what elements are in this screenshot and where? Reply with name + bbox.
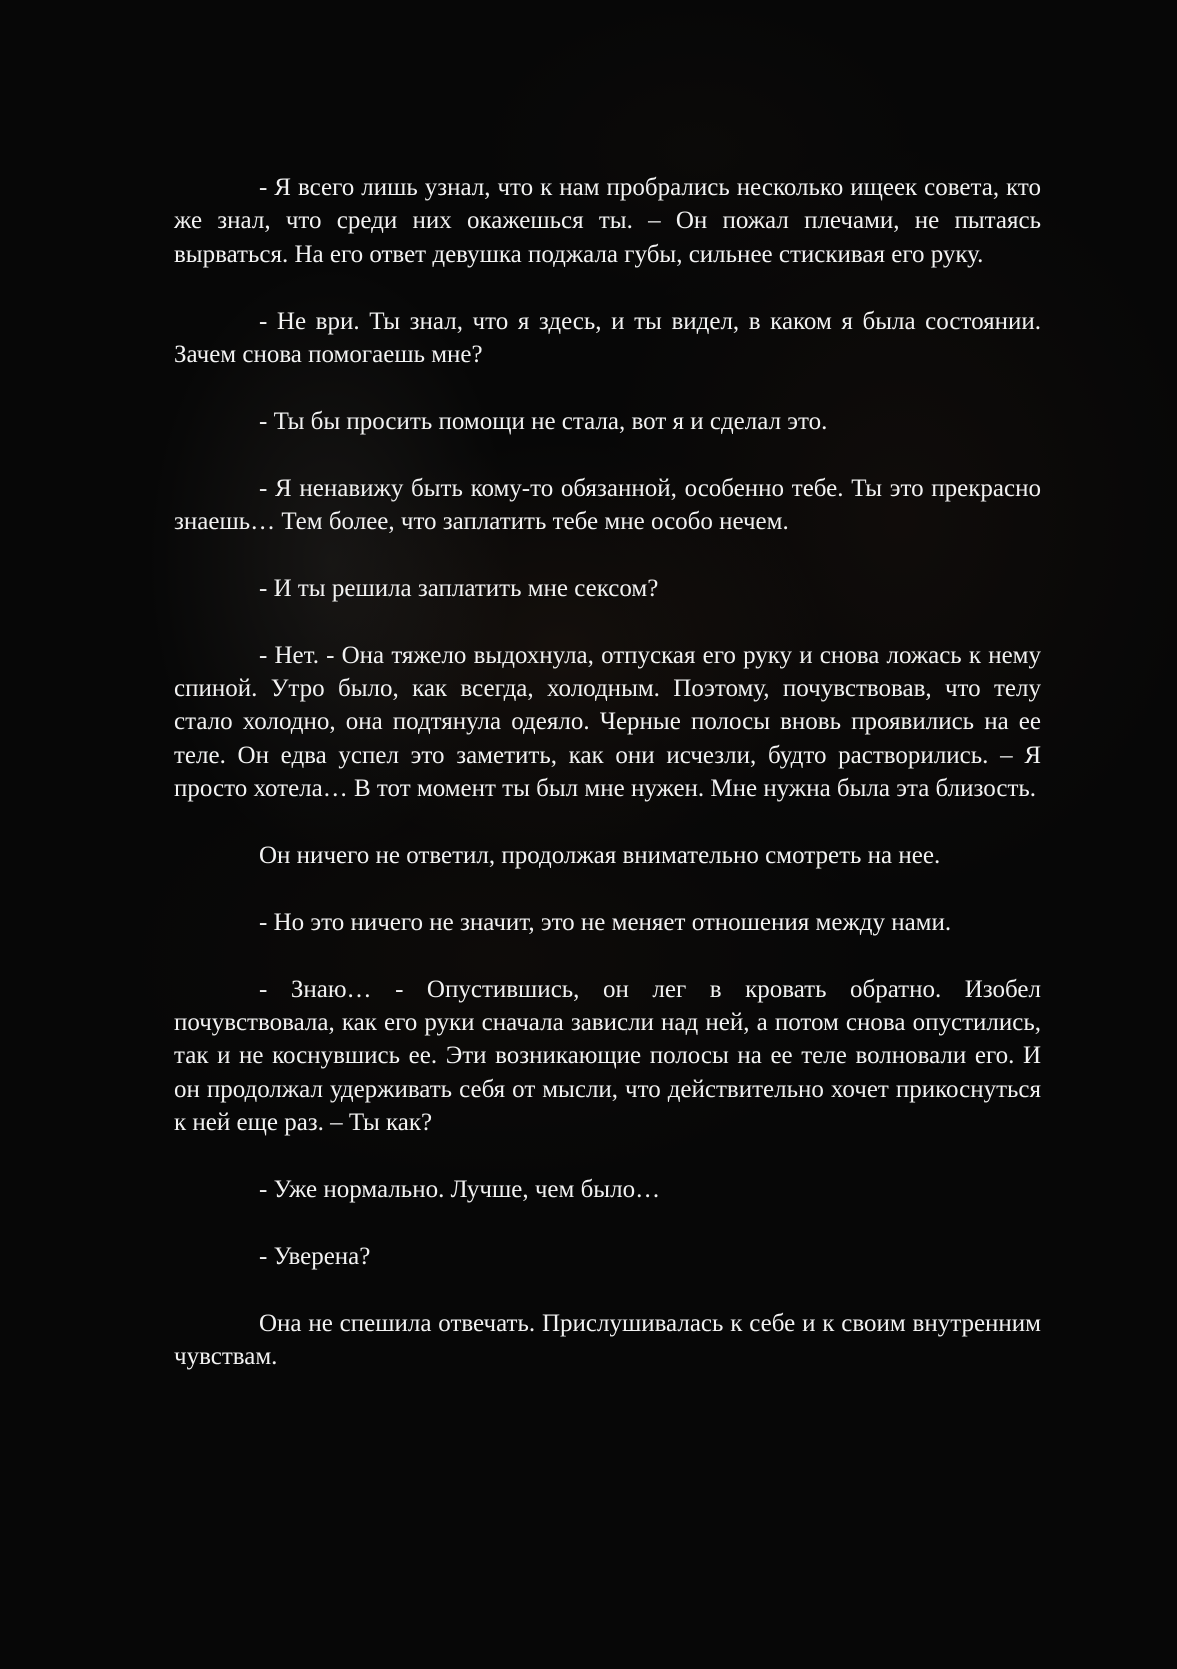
paragraph: Он ничего не ответил, продолжая внимательно смотреть на нее. <box>259 842 941 870</box>
paragraph: - Но это ничего не значит, это не меняет отношения между нами. <box>259 908 952 936</box>
text-column <box>174 171 1048 1407</box>
paragraph: Она не спешила отвечать. Прислушивалась к себе и к своим внутренним чувствам. <box>174 1309 1048 1371</box>
paragraph: - Уже нормально. Лучше, чем было… <box>259 1176 661 1204</box>
paragraph: - Знаю… - Опустившись, он лег в кровать обратно. Изобел почувствовала, как его руки сначала зависли над ней, а потом снова опустились, так и не коснувшись ее. Эти возникающие полосы на ее теле волновали его. И он продолжал удерживать себя от мысли, что действительно хочет прикоснуться к ней еще раз. – Ты как? <box>174 975 1048 1137</box>
paragraph: - Уверена? <box>259 1242 371 1270</box>
paragraph: - Ты бы просить помощи не стала, вот я и сделал это. <box>259 407 828 435</box>
paragraph: - Нет. - Она тяжело выдохнула, отпуская его руку и снова ложась к нему спиной. Утро было, как всегда, холодным. Поэтому, почувствовав, что телу стало холодно, она подтянула одеяло. Черные полосы вновь проявились на ее теле. Он едва успел это заметить, как они исчезли, будто растворились. – Я просто хотела… В тот момент ты был мне нужен. Мне нужна была эта близость. <box>174 641 1048 803</box>
paragraph: - Не ври. Ты знал, что я здесь, и ты видел, в каком я была состоянии. Зачем снова помогаешь мне? <box>174 307 1048 369</box>
paragraph: - Я всего лишь узнал, что к нам пробрались несколько ищеек совета, кто же знал, что среди них окажешься ты. – Он пожал плечами, не пытаясь вырваться. На его ответ девушка поджала губы, сильнее стискивая его руку. <box>174 174 1048 268</box>
paragraph: - И ты решила заплатить мне сексом? <box>259 574 659 602</box>
paragraph: - Я ненавижу быть кому-то обязанной, особенно тебе. Ты это прекрасно знаешь… Тем более, что заплатить тебе мне особо нечем. <box>174 474 1048 536</box>
